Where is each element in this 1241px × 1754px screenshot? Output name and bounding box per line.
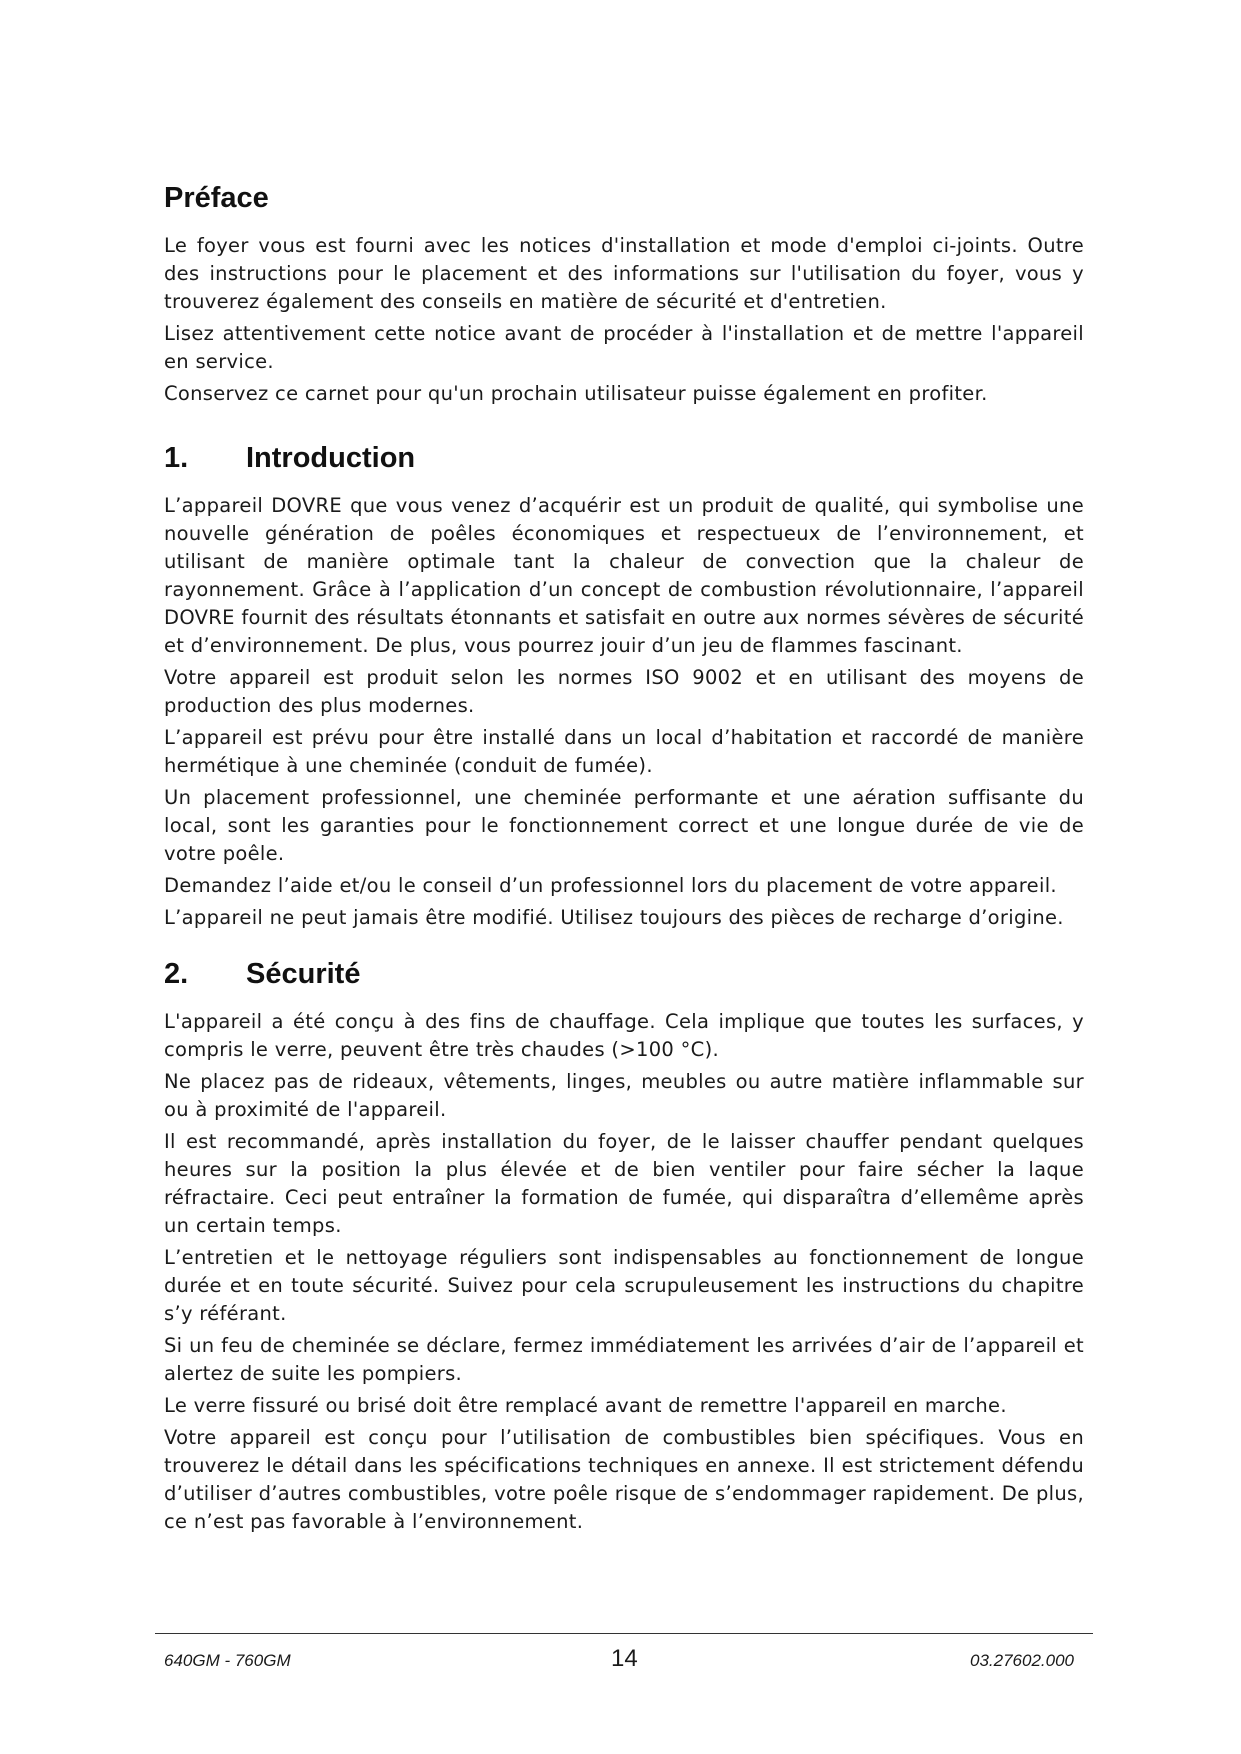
securite-number: 2.: [164, 958, 189, 990]
introduction-title: Introduction: [246, 442, 416, 474]
securite-paragraph: Il est recommandé, après installation du foyer, de le laisser chauffer pendant quelques heures sur la position la plus élevée et de bien ventiler pour faire sécher la laque réfractaire. Ceci peut entraîner la formation de fumée, qui disparaîtra d’ellemême après un certain temps.: [164, 1130, 1084, 1237]
preface-paragraph: Le foyer vous est fourni avec les notices d'installation et mode d'emploi ci-joints. Outre des instructions pour le placement et des informations sur l'utilisation du foyer, vous y trouverez également des conseils en matière de sécurité et d'entretien.: [164, 234, 1084, 313]
introduction-paragraph: L’appareil est prévu pour être installé dans un local d’habitation et raccordé de manière hermétique à une cheminée (conduit de fumée).: [164, 726, 1084, 777]
preface-heading: [164, 178, 1084, 218]
preface-title: Préface: [164, 182, 269, 214]
securite-paragraph: Votre appareil est conçu pour l’utilisation de combustibles bien spécifiques. Vous en trouverez le détail dans les spécifications techniques en annexe. Il est strictement défendu d’utiliser d’autres combustibles, votre poêle risque de s’endommager rapidement. De plus, ce n’est pas favorable à l’environnement.: [164, 1426, 1084, 1533]
introduction-paragraph: Un placement professionnel, une cheminée performante et une aération suffisante du local, sont les garanties pour le fonctionnement correct et une longue durée de vie de votre poêle.: [164, 786, 1084, 865]
securite-paragraph: L'appareil a été conçu à des fins de chauffage. Cela implique que toutes les surfaces, y compris le verre, peuvent être très chaudes (>100 °C).: [164, 1010, 1084, 1061]
securite-title: Sécurité: [246, 958, 361, 990]
introduction-paragraph: Votre appareil est produit selon les normes ISO 9002 et en utilisant des moyens de production des plus modernes.: [164, 666, 1084, 717]
introduction-paragraph: L’appareil DOVRE que vous venez d’acquérir est un produit de qualité, qui symbolise une nouvelle génération de poêles économiques et respectueux de l’environnement, et utilisant de manière optimale tant la chaleur de convection que la chaleur de rayonnement. Grâce à l’application d’un concept de combustion révolutionnaire, l’appareil DOVRE fournit des résultats étonnants et satisfait en outre aux normes sévères de sécurité et d’environnement. De plus, vous pourrez jouir d’un jeu de flammes fascinant.: [164, 494, 1084, 657]
document-body: [164, 178, 1084, 1540]
securite-paragraph: Ne placez pas de rideaux, vêtements, linges, meubles ou autre matière inflammable sur ou à proximité de l'appareil.: [164, 1070, 1084, 1121]
introduction-paragraph: L’appareil ne peut jamais être modifié. Utilisez toujours des pièces de recharge d’origine.: [164, 906, 1064, 929]
introduction-number: 1.: [164, 442, 189, 474]
page-footer: [164, 1645, 1074, 1675]
securite-paragraph: Le verre fissuré ou brisé doit être remplacé avant de remettre l'appareil en marche.: [164, 1394, 1007, 1417]
footer-divider: [155, 1633, 1093, 1634]
footer-doc-code: 03.27602.000: [970, 1651, 1074, 1670]
securite-paragraph: L’entretien et le nettoyage réguliers sont indispensables au fonctionnement de longue durée et en toute sécurité. Suivez pour cela scrupuleusement les instructions du chapitre s’y référant.: [164, 1246, 1084, 1325]
securite-paragraph: Si un feu de cheminée se déclare, fermez immédiatement les arrivées d’air de l’appareil et alertez de suite les pompiers.: [164, 1334, 1084, 1385]
footer-model: 640GM - 760GM: [164, 1651, 291, 1670]
footer-page-number: 14: [611, 1645, 638, 1672]
preface-paragraph: Lisez attentivement cette notice avant de procéder à l'installation et de mettre l'appareil en service.: [164, 322, 1084, 373]
securite-heading: [164, 954, 1084, 994]
introduction-heading: [164, 438, 1084, 478]
preface-paragraph: Conservez ce carnet pour qu'un prochain utilisateur puisse également en profiter.: [164, 382, 988, 405]
introduction-paragraph: Demandez l’aide et/ou le conseil d’un professionnel lors du placement de votre appareil.: [164, 874, 1057, 897]
